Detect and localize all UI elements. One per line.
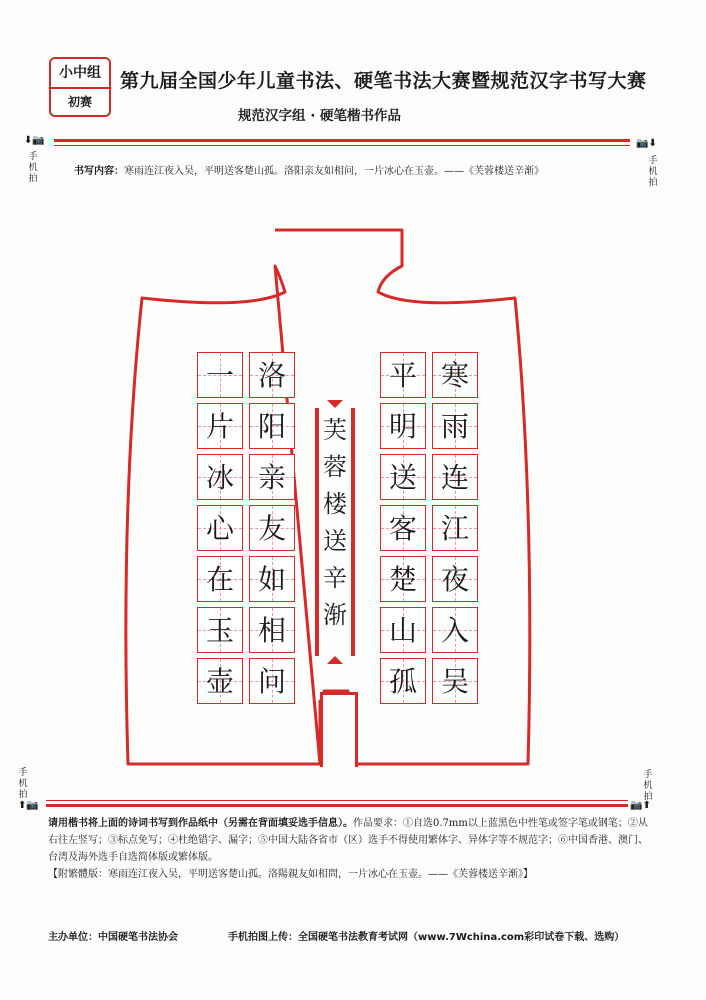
camera-marker-bottom-right: 📷⬆ [630, 800, 651, 811]
char-cell: 问 [249, 658, 295, 704]
vase-stem-notch [320, 692, 358, 767]
char-cell: 亲 [249, 454, 295, 500]
char-cell: 阳 [249, 403, 295, 449]
bottom-rule-thin [46, 800, 628, 801]
char-cell: 吴 [432, 658, 478, 704]
char-cell: 孤 [380, 658, 426, 704]
char-cell: 楚 [380, 556, 426, 602]
char-cell: 明 [380, 403, 426, 449]
char-cell: 雨 [432, 403, 478, 449]
content-line [74, 162, 544, 177]
top-rule-thin [54, 145, 630, 146]
char-cell: 友 [249, 505, 295, 551]
char-cell: 洛 [249, 352, 295, 398]
char-cell: 平 [380, 352, 426, 398]
column-4 [197, 352, 243, 709]
char-cell: 连 [432, 454, 478, 500]
char-cell: 江 [432, 505, 478, 551]
char-cell: 入 [432, 607, 478, 653]
title-top-marker [327, 400, 343, 408]
char-cell: 客 [380, 505, 426, 551]
requirements-body: 作品要求：①自选0.7mm以上蓝黑色中性笔或签字笔或钢笔；②从右往左竖写；③标点免写；④杜绝错字、漏字；⑤中国大陆各省市（区）选手不得使用繁体字、异体字等不规范字；⑥中国香港、澳门、台湾及海外选手自选简体版或繁体版。 [48, 818, 648, 863]
char-cell: 夜 [432, 556, 478, 602]
top-rule-thick [54, 139, 630, 142]
requirements-lead: 请用楷书将上面的诗词书写到作品纸中（另需在背面填妥选手信息）。 [48, 818, 353, 829]
bottom-rule-thick [46, 804, 628, 807]
group-badge [49, 57, 111, 117]
poem-title-column [315, 408, 355, 656]
char-cell: 一 [197, 352, 243, 398]
char-cell: 玉 [197, 607, 243, 653]
camera-marker-top-right: 📷⬇ [636, 138, 657, 149]
camera-marker-bottom-left: ⬆📷 [18, 800, 39, 811]
char-cell: 山 [380, 607, 426, 653]
char-cell: 相 [249, 607, 295, 653]
char-cell: 如 [249, 556, 295, 602]
requirements-block [48, 815, 648, 883]
char-cell: 壶 [197, 658, 243, 704]
char-cell: 寒 [432, 352, 478, 398]
column-2 [380, 352, 426, 709]
poem-title: 芙蓉楼送辛渐 [323, 416, 347, 629]
column-1 [432, 352, 478, 709]
content-label: 书写内容： [74, 166, 124, 177]
page-title: 第九届全国少年儿童书法、硬笔书法大赛暨规范汉字书写大赛 [120, 70, 647, 92]
char-cell: 在 [197, 556, 243, 602]
round-label: 初赛 [67, 95, 92, 109]
traditional-version: 【附繁體版：寒雨连江夜入吴，平明送客楚山孤。洛陽親友如相問，一片冰心在玉壶。——《芙蓉楼送辛渐》】 [48, 869, 533, 880]
char-cell: 冰 [197, 454, 243, 500]
column-3 [249, 352, 295, 709]
upload-info: 手机拍图上传：全国硬笔书法教育考试网（www.7Wchina.com彩印试卷下载、选购） [228, 932, 625, 943]
phone-shot-label-bottom-right: 手机拍 [643, 770, 653, 802]
organizer: 主办单位：中国硬笔书法协会 [48, 932, 178, 943]
page-subtitle: 规范汉字组 · 硬笔楷书作品 [238, 108, 402, 124]
camera-marker-top-left: ⬇📷 [24, 135, 45, 146]
phone-shot-label-top-left: 手机拍 [28, 152, 38, 184]
content-text: 寒雨连江夜入吴，平明送客楚山孤。洛阳亲友如相问，一片冰心在玉壶。——《芙蓉楼送辛渐》 [124, 166, 544, 177]
group-label: 小中组 [51, 59, 109, 89]
phone-shot-label-bottom-left: 手机拍 [18, 768, 28, 800]
char-cell: 送 [380, 454, 426, 500]
title-bottom-marker [327, 656, 343, 664]
phone-shot-label-top-right: 手机拍 [648, 156, 658, 188]
char-cell: 片 [197, 403, 243, 449]
char-cell: 心 [197, 505, 243, 551]
